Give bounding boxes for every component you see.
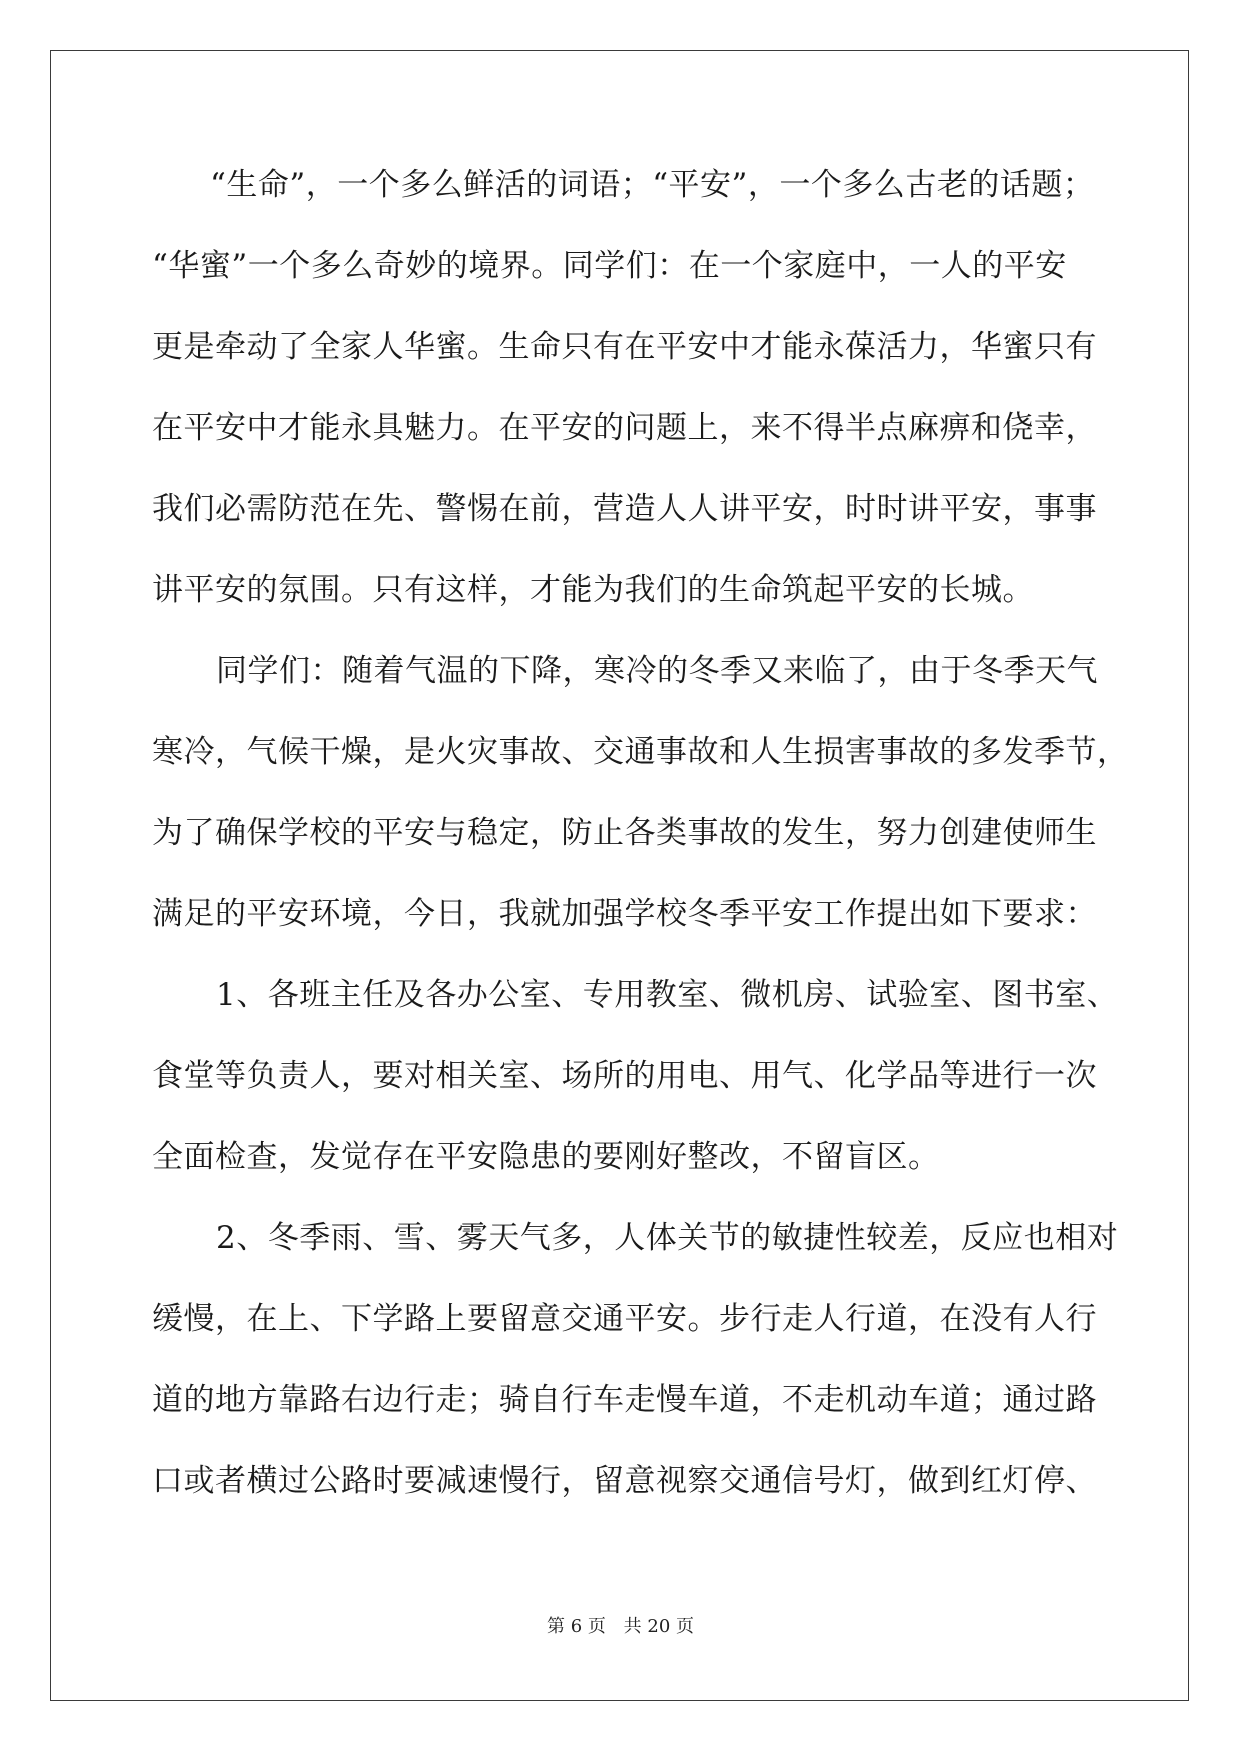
- paragraph-line: 更是牵动了全家人华蜜。生命只有在平安中才能永葆活力，华蜜只有: [152, 329, 1097, 365]
- paragraph-line: 2、冬季雨、雪、雾天气多，人体关节的敏捷性较差，反应也相对: [216, 1220, 1119, 1256]
- paragraph-line: “生命”，一个多么鲜活的词语；“平安”，一个多么古老的话题；: [210, 167, 1095, 203]
- paragraph-line: 为了确保学校的平安与稳定，防止各类事故的发生，努力创建使师生: [152, 815, 1097, 851]
- paragraph-line: 我们必需防范在先、警惕在前，营造人人讲平安，时时讲平安，事事: [152, 491, 1097, 527]
- paragraph-line: 口或者横过公路时要减速慢行，留意视察交通信号灯，做到红灯停、: [152, 1463, 1097, 1499]
- paragraph-line: 食堂等负责人，要对相关室、场所的用电、用气、化学品等进行一次: [152, 1058, 1097, 1094]
- paragraph-line: 满足的平安环境，今日，我就加强学校冬季平安工作提出如下要求：: [152, 896, 1097, 932]
- page-total: 共 20 页: [623, 1616, 694, 1637]
- paragraph-line: 1、各班主任及各办公室、专用教室、微机房、试验室、图书室、: [216, 977, 1119, 1013]
- paragraph-line: “华蜜”一个多么奇妙的境界。同学们：在一个家庭中，一人的平安: [152, 248, 1067, 284]
- paragraph-line: 讲平安的氛围。只有这样，才能为我们的生命筑起平安的长城。: [152, 572, 1034, 608]
- document-body: [152, 165, 1129, 1542]
- paragraph-line: 全面检查，发觉存在平安隐患的要刚好整改，不留盲区。: [152, 1139, 940, 1175]
- page-number: 第 6 页: [547, 1616, 606, 1637]
- paragraph-line: 道的地方靠路右边行走；骑自行车走慢车道，不走机动车道；通过路: [152, 1382, 1097, 1418]
- page-footer: [0, 1612, 1241, 1638]
- paragraph-line: 缓慢，在上、下学路上要留意交通平安。步行走人行道，在没有人行: [152, 1301, 1097, 1337]
- paragraph-line: 同学们：随着气温的下降，寒冷的冬季又来临了，由于冬季天气: [216, 653, 1098, 689]
- paragraph-line: 寒冷，气候干燥，是火灾事故、交通事故和人生损害事故的多发季节，: [152, 734, 1129, 770]
- paragraph-line: 在平安中才能永具魅力。在平安的问题上，来不得半点麻痹和侥幸，: [152, 410, 1097, 446]
